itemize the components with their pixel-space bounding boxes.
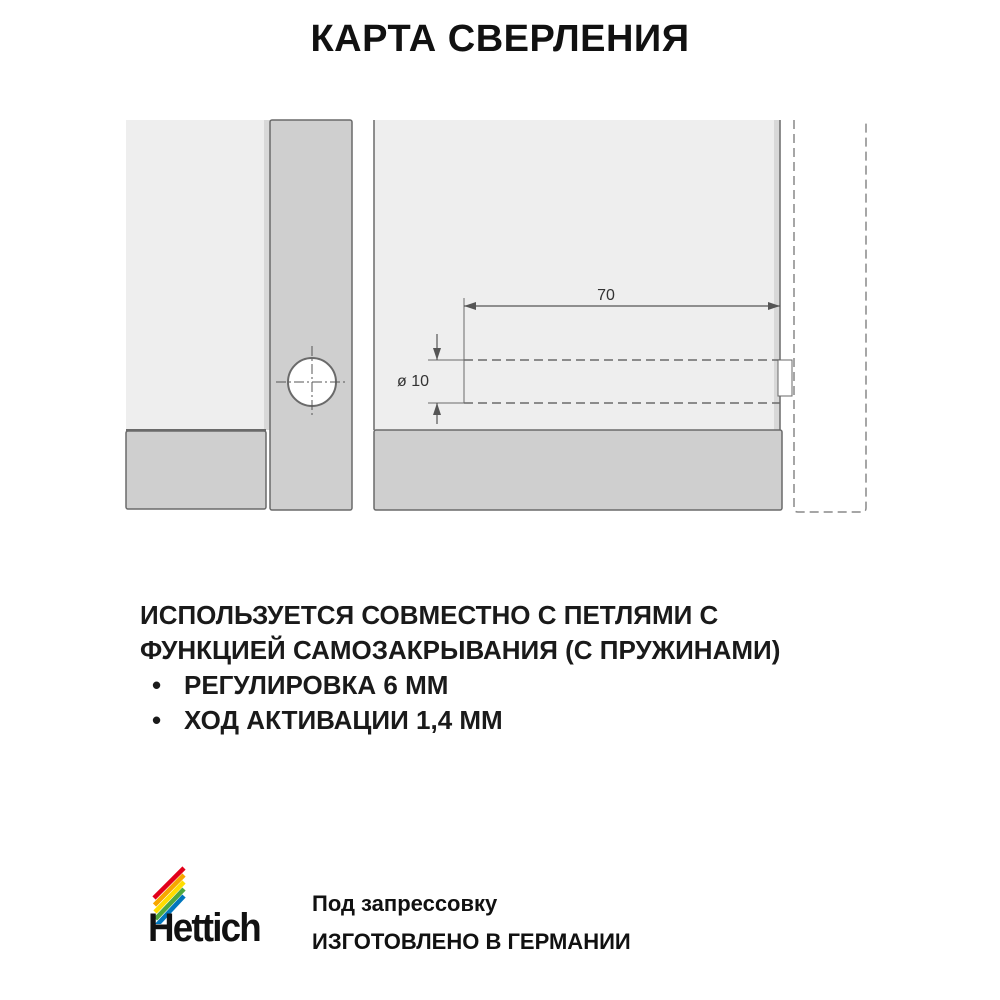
right-panel-body: [374, 120, 774, 430]
left-bottom-board: [126, 431, 266, 509]
bullet: •: [152, 705, 162, 735]
feature-item: [140, 668, 840, 703]
feature-text: РЕГУЛИРОВКА 6 ММ: [184, 670, 449, 700]
push-latch-fitting: [778, 360, 792, 396]
left-panel-body: [126, 120, 268, 430]
origin-country: ИЗГОТОВЛЕНО В ГЕРМАНИИ: [312, 929, 631, 954]
feature-list: [140, 668, 840, 738]
bullet: •: [152, 670, 162, 700]
feature-text: ХОД АКТИВАЦИИ 1,4 ММ: [184, 705, 503, 735]
right-bottom-board: [374, 430, 782, 510]
left-panel-edge: [264, 120, 270, 430]
mounting-type: Под запрессовку: [312, 891, 498, 916]
left-side-board: [270, 120, 352, 510]
description-intro: ИСПОЛЬЗУЕТСЯ СОВМЕСТНО С ПЕТЛЯМИ С ФУНКЦИЕЙ САМОЗАКРЫВАНИЯ (С ПРУЖИНАМИ): [140, 600, 781, 665]
product-info: [312, 885, 631, 961]
dimension-70-label: 70: [597, 287, 615, 304]
page-title: КАРТА СВЕРЛЕНИЯ: [310, 18, 690, 60]
feature-item: [140, 703, 840, 738]
brand-logo: Hettich: [148, 906, 260, 950]
dimension-d10-label: ø 10: [396, 373, 430, 390]
product-description: [140, 598, 840, 738]
door-outline: [794, 120, 866, 512]
